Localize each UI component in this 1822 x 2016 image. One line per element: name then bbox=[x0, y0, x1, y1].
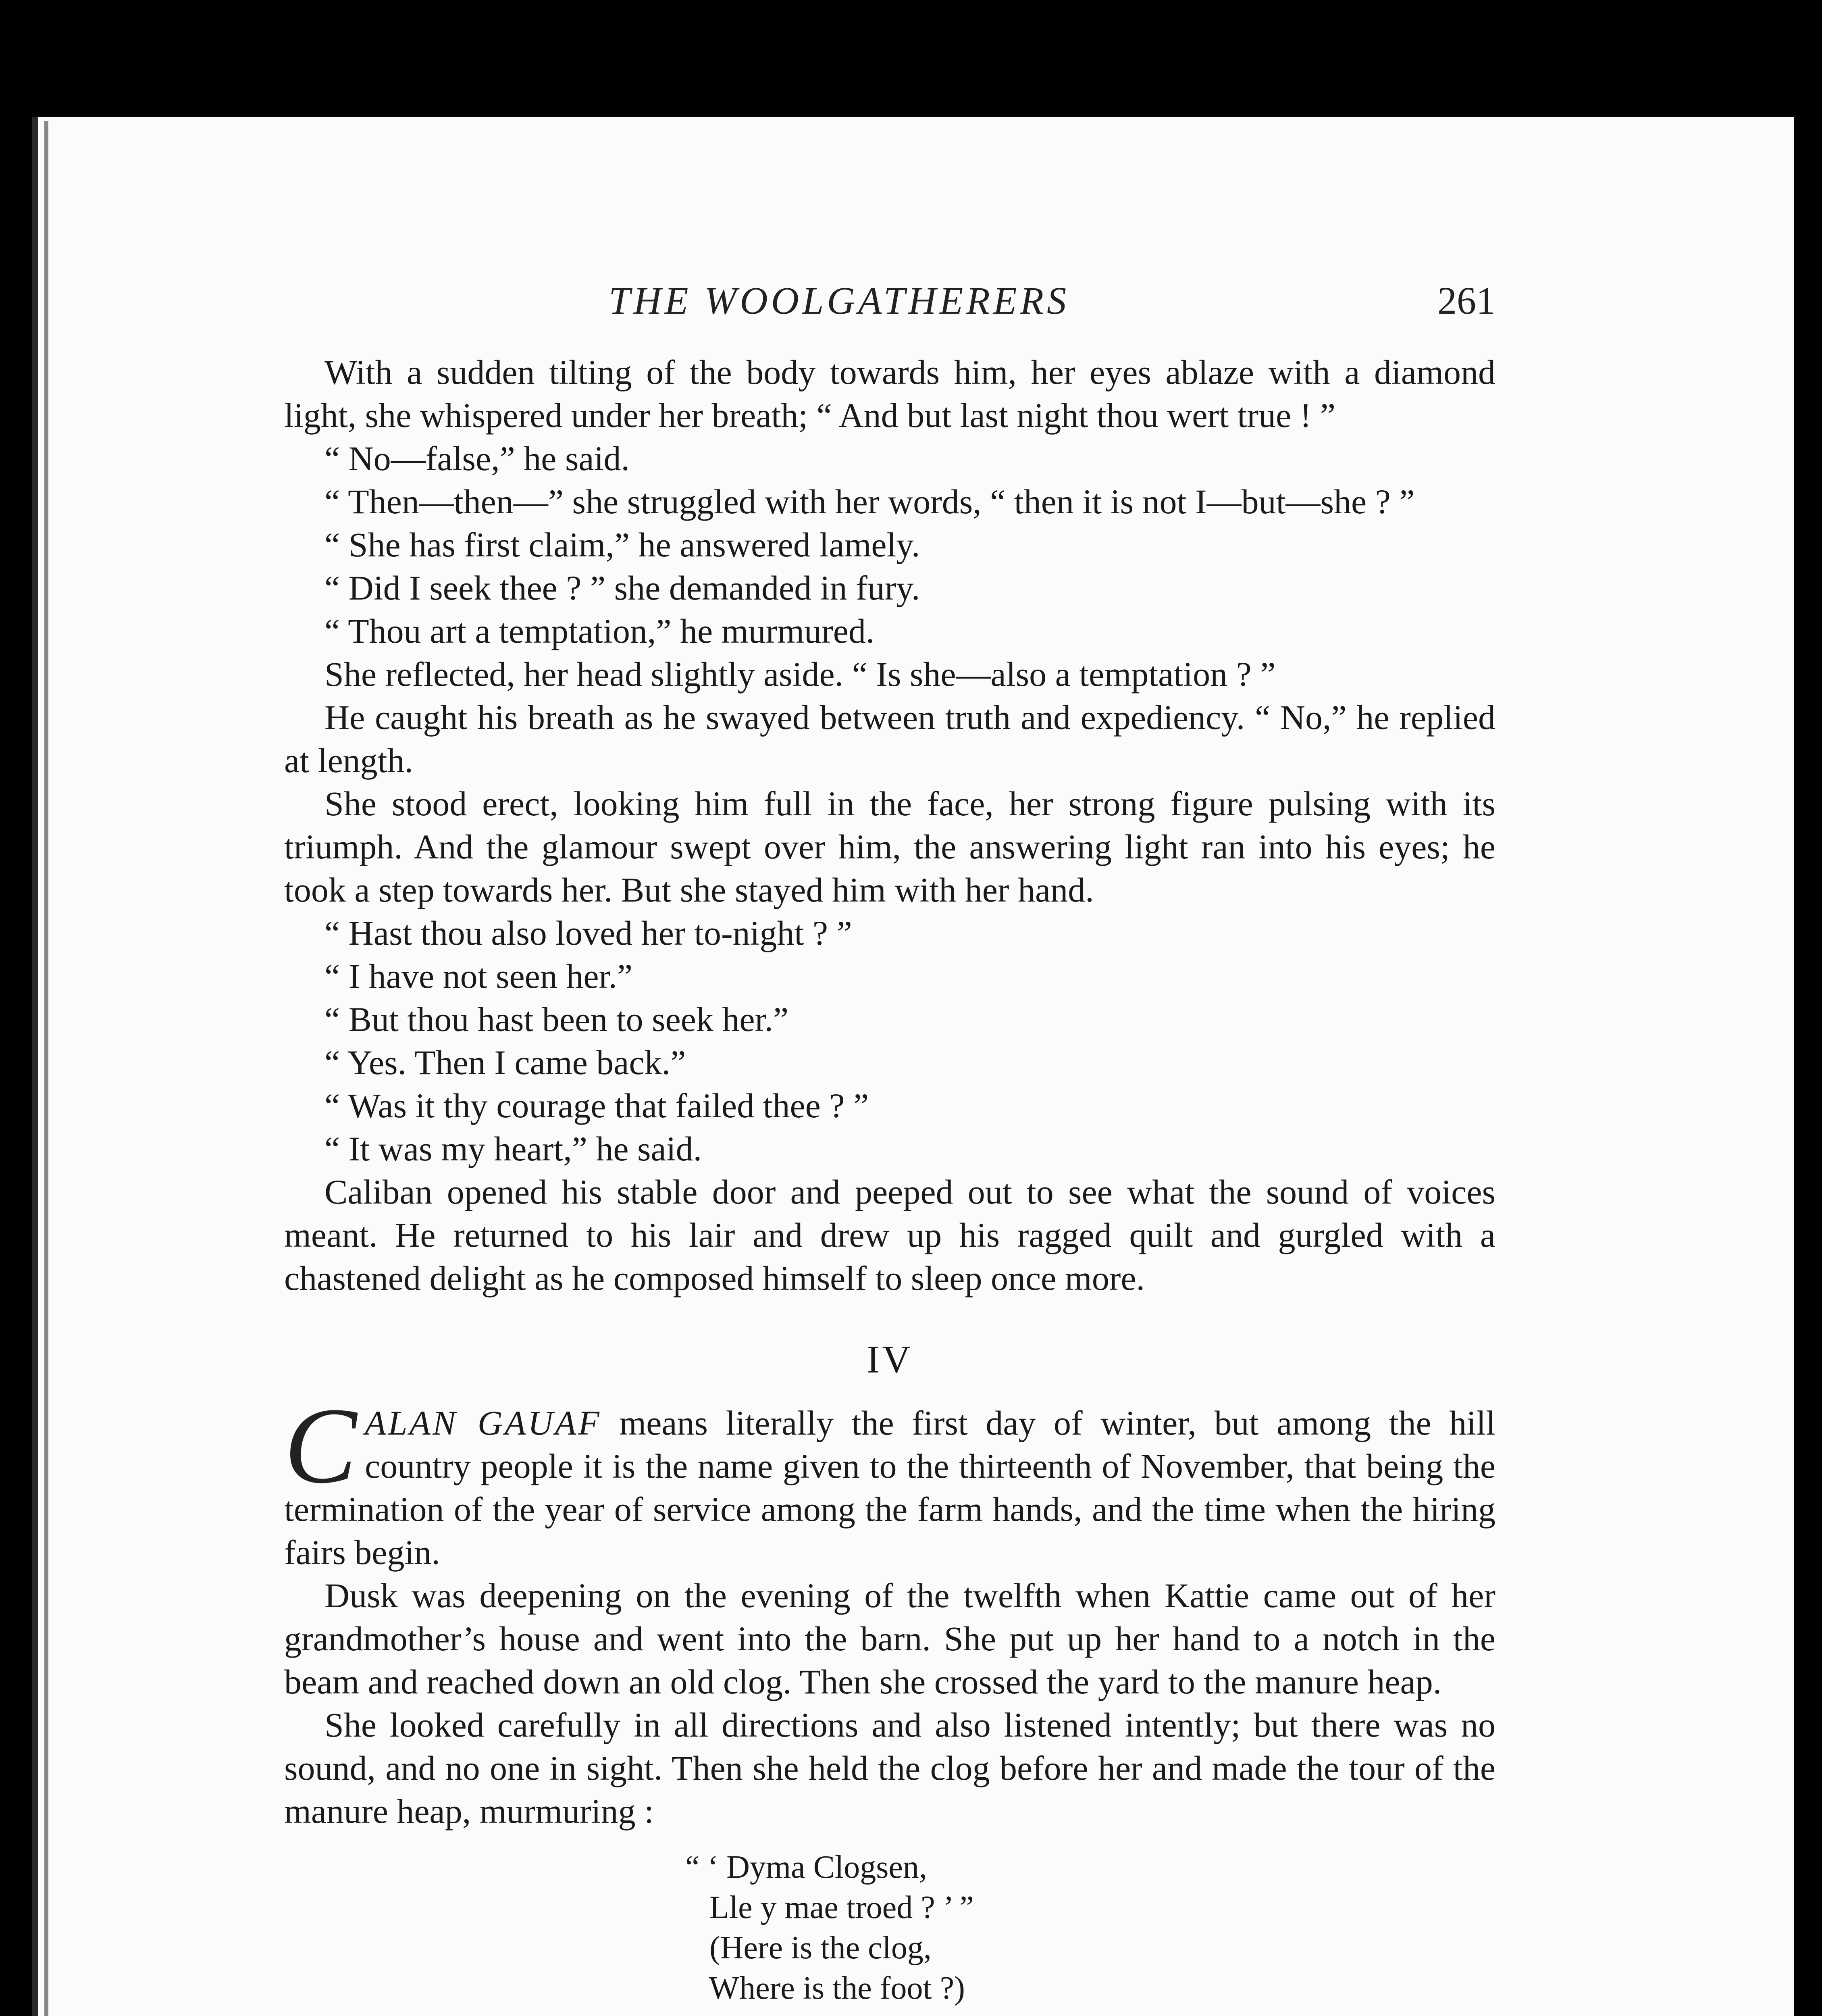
drop-cap: C bbox=[284, 1385, 357, 1506]
paragraph: She reflected, her head slightly aside. “ Is she—also a temptation ? ” bbox=[324, 655, 1276, 694]
paragraph: “ Then—then—” she struggled with her words, “ then it is not I—but—she ? ” bbox=[324, 482, 1415, 521]
paragraph: “ She has first claim,” he answered lamely. bbox=[324, 525, 920, 564]
section-opening-paragraph bbox=[284, 1385, 1495, 1574]
verse-block bbox=[685, 1847, 1495, 2008]
paragraph: Caliban opened his stable door and peeped out to see what the sound of voices meant. He returned to his lair and drew up his ragged quilt and gurgled with a chastened delight as he composed himself to sleep once more. bbox=[284, 1173, 1495, 1297]
page-number: 261 bbox=[1437, 279, 1495, 322]
paragraph: “ I have not seen her.” bbox=[324, 957, 633, 996]
page-gutter bbox=[44, 121, 64, 2016]
paragraph: “ Did I seek thee ? ” she demanded in fury. bbox=[324, 569, 920, 607]
running-title: THE WOOLGATHERERS bbox=[609, 279, 1070, 322]
paragraph: “ Yes. Then I came back.” bbox=[324, 1043, 686, 1082]
paragraph: She stood erect, looking him full in the face, her strong figure pulsing with its triumph. And the glamour swept over him, the answering light ran into his eyes; he took a step towards her. But she stayed him with her hand. bbox=[284, 784, 1495, 909]
paragraph: He caught his breath as he swayed between truth and expediency. “ No,” he replied at length. bbox=[284, 698, 1495, 780]
paragraph: “ Was it thy courage that failed thee ? ” bbox=[324, 1086, 869, 1125]
verse-line: “ ‘ Dyma Clogsen, bbox=[685, 1849, 927, 1885]
paragraph: Dusk was deepening on the evening of the twelfth when Kattie came out of her grandmother’s house and went into the barn. She put up her hand to a notch in the beam and reached down an old clog. Then she crossed the yard to the manure heap. bbox=[284, 1576, 1495, 1701]
body-text bbox=[284, 351, 1495, 2016]
verse-line: Where is the foot ?) bbox=[685, 1970, 965, 2006]
lead-in: ALAN GAUAF bbox=[365, 1404, 601, 1442]
paragraph: She looked carefully in all directions and also listened intently; but there was no sound, and no one in sight. Then she held the clog before her and made the tour of the manure heap, murmuring : bbox=[284, 1706, 1495, 1831]
opening-text: means literally the first day of winter, but among the hill country people it is the name given to the thirteenth of November, that being the termination of the year of service among the farm hands, and the time when the hiring fairs begin. bbox=[284, 1404, 1495, 1572]
paragraph: “ But thou hast been to seek her.” bbox=[324, 1000, 789, 1039]
paragraph: With a sudden tilting of the body towards him, her eyes ablaze with a diamond light, she whispered under her breath; “ And but last night thou wert true ! ” bbox=[284, 353, 1495, 435]
section-heading: IV bbox=[866, 1338, 913, 1381]
verse-line: Lle y mae troed ? ’ ” bbox=[685, 1890, 974, 1925]
paragraph: “ Hast thou also loved her to-night ? ” bbox=[324, 914, 852, 952]
page-header bbox=[284, 278, 1495, 327]
paragraph: “ No—false,” he said. bbox=[324, 439, 630, 478]
paragraph: “ It was my heart,” he said. bbox=[324, 1129, 702, 1168]
verse-line: (Here is the clog, bbox=[685, 1930, 932, 1966]
paragraph: “ Thou art a temptation,” he murmured. bbox=[324, 612, 875, 650]
